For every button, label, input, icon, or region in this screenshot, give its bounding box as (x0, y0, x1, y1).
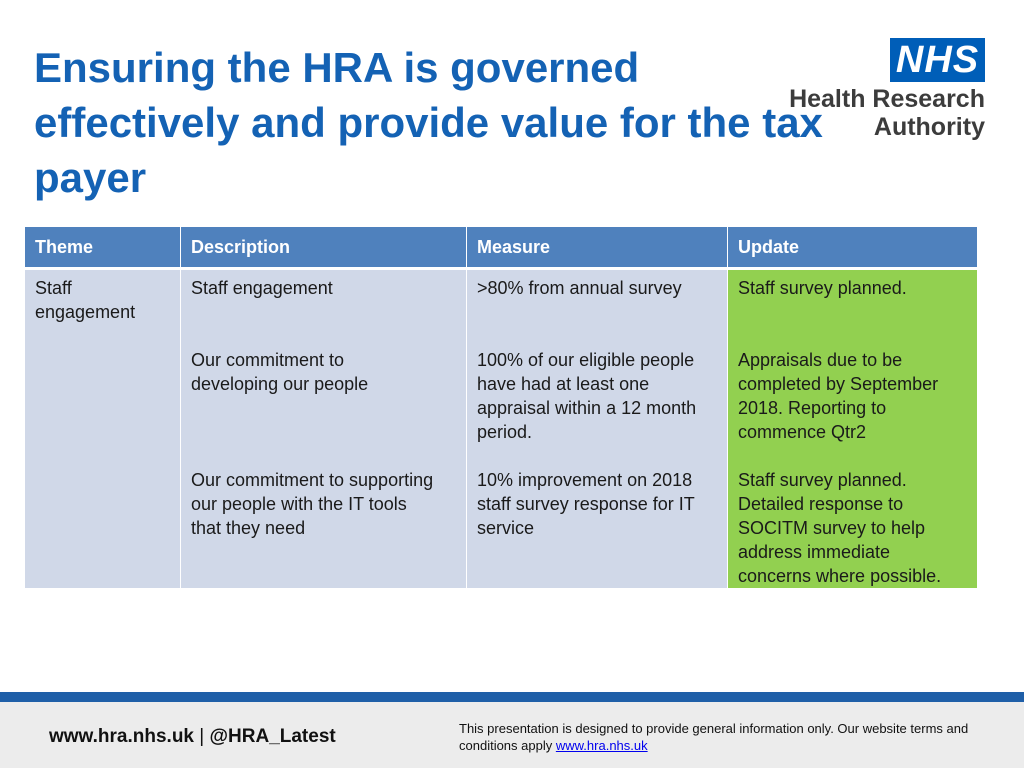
measure-2: 100% of our eligible people have had at least one appraisal within a 12 month period. (477, 350, 697, 442)
footer-disclaimer (459, 720, 999, 754)
nhs-hra-logo (775, 38, 985, 144)
footer-accent-bar (0, 692, 1024, 702)
footer-separator: | (194, 726, 210, 747)
logo-line-1: Health Research (789, 85, 985, 113)
update-cell (728, 269, 978, 589)
update-3: Staff survey planned. Detailed response to SOCITM survey to help address immediate concerns where possible. (738, 470, 942, 586)
header-theme: Theme (25, 227, 181, 269)
footer-contact (49, 726, 336, 748)
description-1: Staff engagement (191, 278, 333, 298)
slide-title: Ensuring the HRA is governed effectively and provide value for the tax payer (34, 44, 823, 201)
measure-1: >80% from annual survey (477, 278, 682, 298)
table-header-row (25, 227, 978, 269)
table-row (25, 269, 978, 589)
footer-website[interactable]: www.hra.nhs.uk (49, 726, 194, 747)
nhs-badge: NHS (890, 38, 985, 82)
description-cell (181, 269, 467, 589)
logo-line-2: Authority (873, 113, 985, 141)
theme-text: Staff engagement (35, 278, 136, 322)
governance-table (24, 226, 978, 589)
header-update: Update (728, 227, 978, 269)
description-3: Our commitment to supporting our people with the IT tools that they need (191, 470, 434, 538)
footer-twitter[interactable]: @HRA_Latest (209, 726, 336, 747)
description-2: Our commitment to developing our people (191, 350, 369, 394)
header-description: Description (181, 227, 467, 269)
header-measure: Measure (467, 227, 728, 269)
measure-3: 10% improvement on 2018 staff survey response for IT service (477, 470, 695, 538)
footer (0, 702, 1024, 768)
update-2: Appraisals due to be completed by September 2018. Reporting to commence Qtr2 (738, 350, 939, 442)
update-1: Staff survey planned. (738, 278, 907, 298)
disclaimer-text: This presentation is designed to provide general information only. Our website terms and conditions apply (459, 721, 969, 753)
theme-cell (25, 269, 181, 589)
measure-cell (467, 269, 728, 589)
disclaimer-link[interactable]: www.hra.nhs.uk (555, 738, 648, 753)
